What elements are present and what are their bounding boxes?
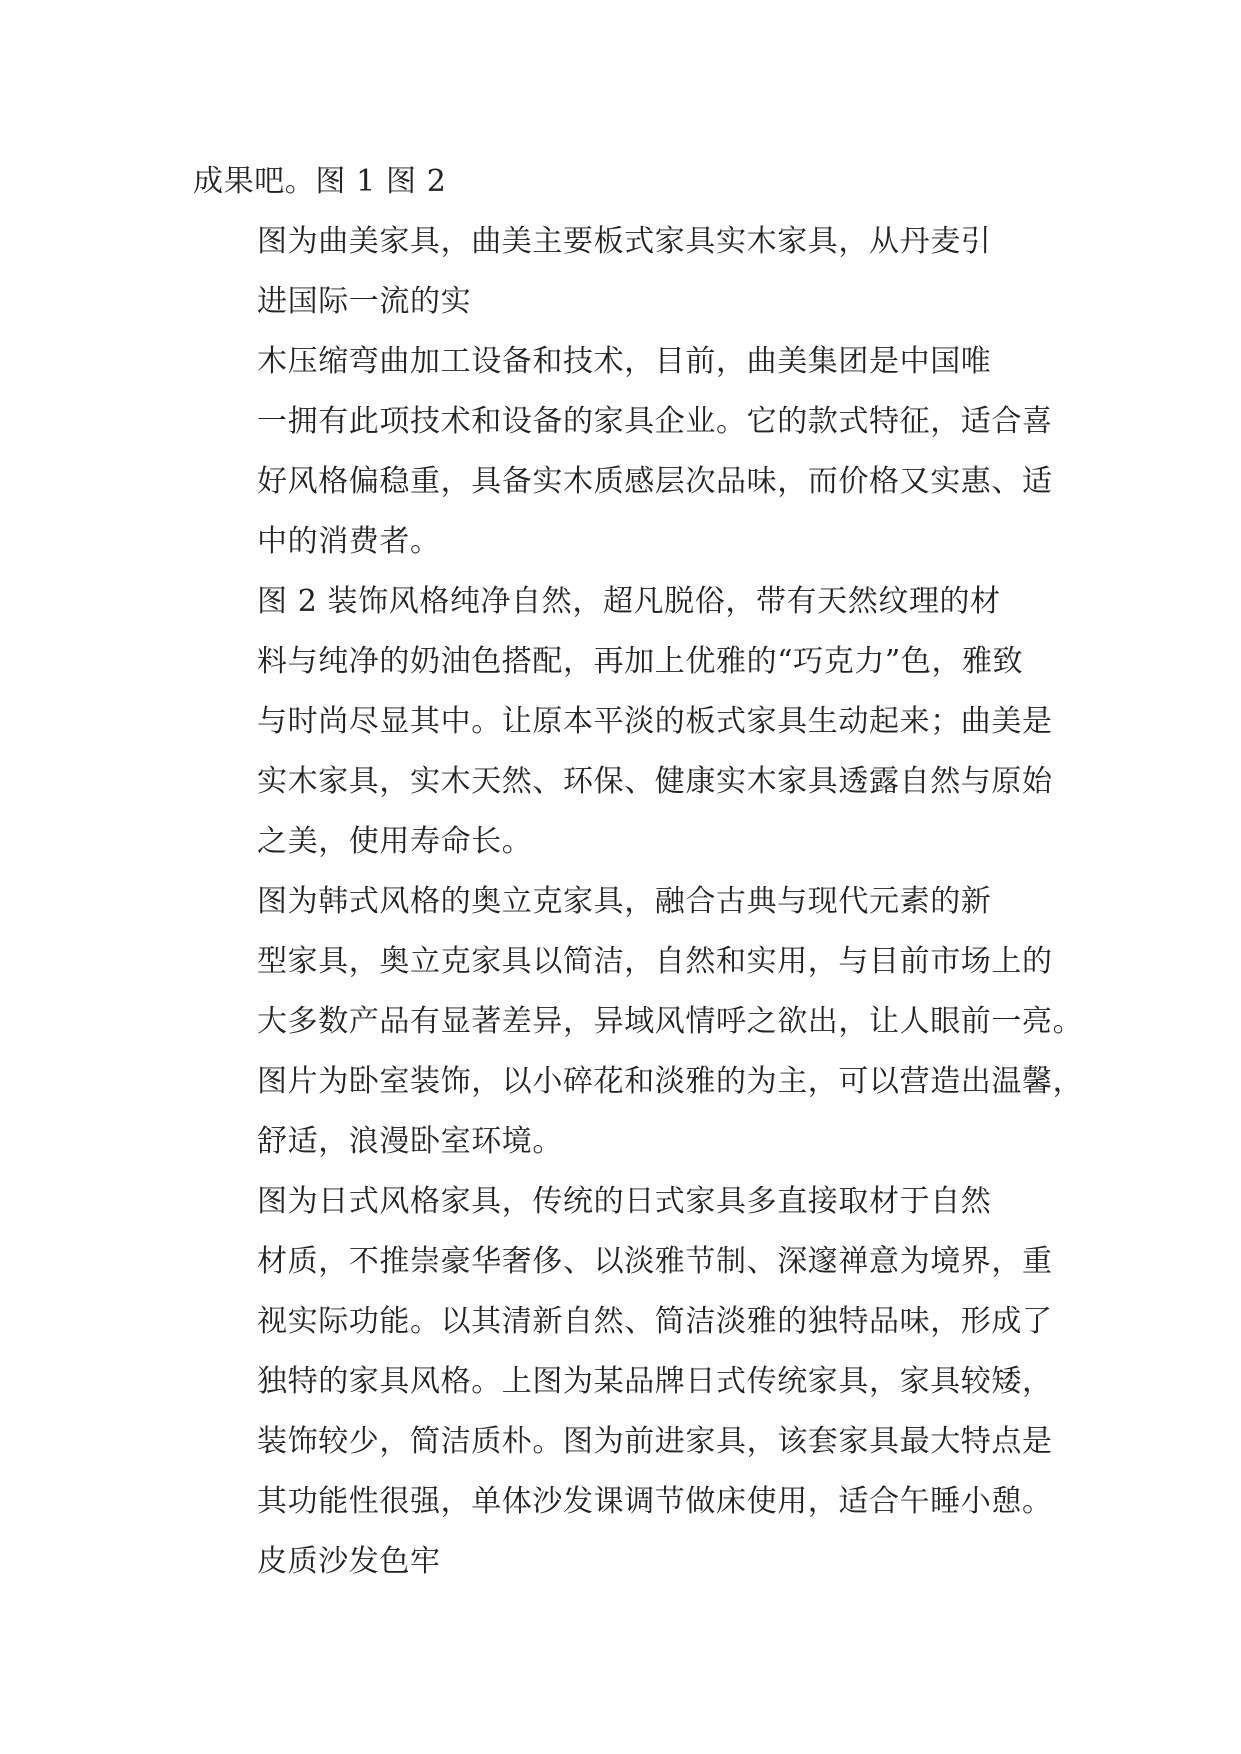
paragraph-3	[193, 332, 1053, 572]
text-line: 中的消费者。	[257, 524, 441, 559]
text-line: 图为日式风格家具，传统的日式家具多直接取材于自然	[257, 1184, 992, 1219]
text-line: 实木家具，实木天然、环保、健康实木家具透露自然与原始	[257, 764, 1053, 799]
text-line: 图为曲美家具，曲美主要板式家具实木家具，从丹麦引	[257, 224, 992, 259]
paragraph-2	[193, 212, 1053, 332]
paragraph-5	[193, 872, 1084, 1172]
text-line: 一拥有此项技术和设备的家具企业。它的款式特征，适合喜	[257, 404, 1053, 439]
text-line: 与时尚尽显其中。让原本平淡的板式家具生动起来；曲美是	[257, 704, 1053, 739]
text-line: 进国际一流的实	[257, 284, 472, 319]
text-line: 材质，不推崇豪华奢侈、以淡雅节制、深邃禅意为境界，重	[257, 1244, 1053, 1279]
text-line: 皮质沙发色牢	[257, 1544, 441, 1579]
text-line: 好风格偏稳重，具备实木质感层次品味，而价格又实惠、适	[257, 464, 1053, 499]
text-line: 料与纯净的奶油色搭配，再加上优雅的“巧克力”色，雅致	[257, 644, 1024, 679]
text-line: 独特的家具风格。上图为某品牌日式传统家具，家具较矮，	[257, 1364, 1053, 1399]
text-line: 型家具，奥立克家具以简洁，自然和实用，与目前市场上的	[257, 944, 1053, 979]
document-body	[193, 152, 1084, 1592]
text-line: 成果吧。图 1 图 2	[193, 164, 447, 199]
text-line: 图 2 装饰风格纯净自然，超凡脱俗，带有天然纹理的材	[257, 584, 1001, 619]
text-line: 装饰较少，简洁质朴。图为前进家具，该套家具最大特点是	[257, 1424, 1053, 1459]
text-line: 之美，使用寿命长。	[257, 824, 533, 859]
text-line: 图为韩式风格的奥立克家具，融合古典与现代元素的新	[257, 884, 992, 919]
text-line: 木压缩弯曲加工设备和技术，目前，曲美集团是中国唯	[257, 344, 992, 379]
text-line: 图片为卧室装饰，以小碎花和淡雅的为主，可以营造出温馨，	[257, 1064, 1084, 1099]
text-line: 舒适，浪漫卧室环境。	[257, 1124, 563, 1159]
paragraph-4	[193, 572, 1053, 872]
paragraph-6	[193, 1172, 1053, 1592]
paragraph-1	[193, 152, 1053, 212]
text-line: 大多数产品有显著差异，异域风情呼之欲出，让人眼前一亮。	[257, 1004, 1084, 1039]
text-line: 视实际功能。以其清新自然、简洁淡雅的独特品味，形成了	[257, 1304, 1053, 1339]
text-line: 其功能性很强，单体沙发课调节做床使用，适合午睡小憩。	[257, 1484, 1053, 1519]
